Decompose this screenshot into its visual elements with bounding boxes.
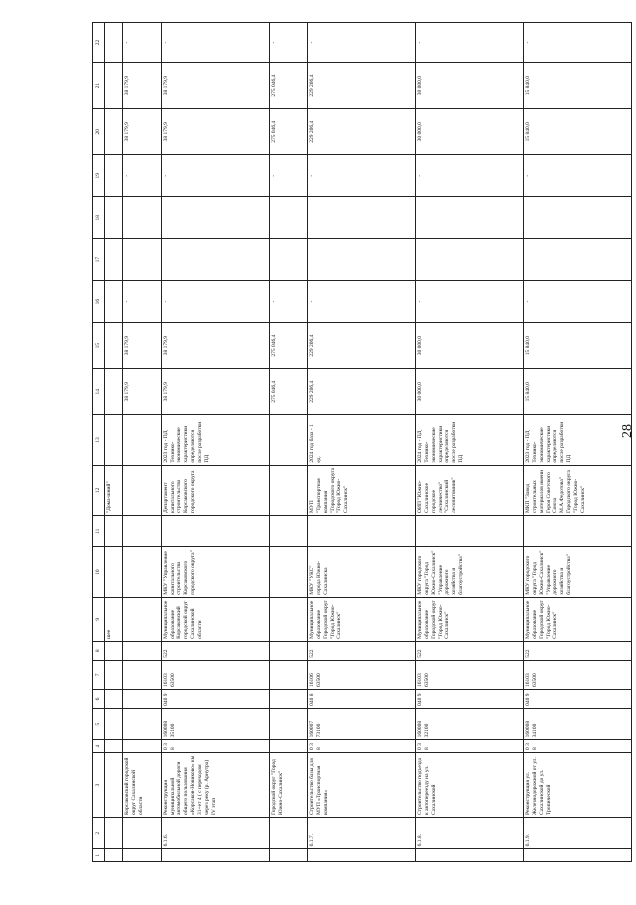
cell-c1 [523, 849, 631, 862]
cell-c21: 30 000,0 [415, 63, 523, 109]
cell-c20: 275 046,4 [269, 109, 307, 155]
cell-c14: 38 179,9 [161, 369, 269, 415]
cell-c10: МКУ городского округа "Город Южно-Сахалинск" "Управление дорожного хозяйства и благоустройства" [415, 547, 523, 597]
cell-c13: 2024 год база - 1 ед. [307, 415, 415, 465]
col-number: 17 [93, 239, 105, 281]
cell-c8: 522 [523, 641, 631, 660]
cell-c1 [415, 849, 523, 862]
cell-c5 [123, 708, 161, 739]
cell-c12: Департамент капитального строительства Корсаковского городского округа [161, 465, 269, 515]
cell [105, 547, 123, 597]
col-number: 8 [93, 641, 105, 660]
col-number: 14 [93, 369, 105, 415]
cell-c16: - [415, 281, 523, 323]
cell-c1 [161, 849, 269, 862]
cell-c13: 2023 год - ПД Технико-экономические характеристики определяются после разработки ПД [523, 415, 631, 465]
col-number: 12 [93, 465, 105, 515]
cell-c1 [269, 849, 307, 862]
cell-c4: 0 3 8 [161, 740, 269, 753]
cell: "Дома-шний" [105, 465, 123, 515]
cell-c3: Строительство базы для МУП «Транспортная компания» [307, 752, 415, 817]
cell-c11 [269, 515, 307, 546]
cell-c17 [123, 239, 161, 281]
cell-c5: 160007 73100 [307, 708, 415, 739]
cell-c10 [123, 547, 161, 597]
cell-c2 [269, 817, 307, 848]
cell-c9: Муниципальное образование Корсаковский городской округ Сахалинской области [161, 597, 269, 641]
cell-c19: - [269, 155, 307, 197]
cell-c2: 6.1.7. [307, 817, 415, 848]
cell-c6 [123, 690, 161, 709]
col-number: 4 [93, 740, 105, 753]
cell-c2: 6.1.8. [415, 817, 523, 848]
group-row [269, 23, 307, 862]
cell-c6: 040 9 [161, 690, 269, 709]
cell-c9: Муниципальное образование Городской округ "Город Южно-Сахалинск" [523, 597, 631, 641]
col-number: 15 [93, 323, 105, 369]
cell-c5 [269, 708, 307, 739]
cell-c18 [161, 197, 269, 239]
cell-c17 [161, 239, 269, 281]
cell [105, 740, 123, 753]
cell-c19: - [415, 155, 523, 197]
table-row [415, 23, 523, 862]
cell-c18 [123, 197, 161, 239]
cell-c14: 229 206,4 [307, 369, 415, 415]
cell-c10: МКУ городского округа "Город Южно-Сахалинск" "Управление дорожного хозяйства и благоустройства" [523, 547, 631, 597]
cell-c19: - [523, 155, 631, 197]
col-number: 7 [93, 660, 105, 689]
cell-c11 [123, 515, 161, 546]
cell-c16: - [161, 281, 269, 323]
cell-c19: - [307, 155, 415, 197]
cell-c15: 38 179,9 [123, 323, 161, 369]
cell-c12: МУП "Транспортная компания "Городского округа "Город Южно-Сахалинск" [307, 465, 415, 515]
cell-c9 [123, 597, 161, 641]
cell-c13: 2023 год - ПД Технико-экономические характеристики определяются после разработки ПД [161, 415, 269, 465]
cell [105, 63, 123, 109]
cell-c11 [415, 515, 523, 546]
cell [105, 369, 123, 415]
col-number: 19 [93, 155, 105, 197]
cell-c10 [269, 547, 307, 597]
cell-c10: МКУ "УКС" города Южно-Сахалинска [307, 547, 415, 597]
col-number: 16 [93, 281, 105, 323]
cell-c21: 275 046,4 [269, 63, 307, 109]
col-number: 20 [93, 109, 105, 155]
cell-c7: 16103 63500 [161, 660, 269, 689]
cell-c7 [269, 660, 307, 689]
cell-c12: ОИП "Южно-Сахалинское городское лесничество" "Сахалинский лесопитомник" [415, 465, 523, 515]
cell-c16: - [269, 281, 307, 323]
cell-c6 [269, 690, 307, 709]
cell-c20: 15 840,0 [523, 109, 631, 155]
cell-c5: 160008 34100 [523, 708, 631, 739]
cell-c3: Реконструкция ул. Железнодорожной от ул. Сахалинской до ул. Тропической [523, 752, 631, 817]
cell-c10: МКУ "Управление капитального строительства Корсаковского городского округа" [161, 547, 269, 597]
cell-c4: 0 3 8 [307, 740, 415, 753]
cell-c5: 160008 35100 [161, 708, 269, 739]
cell-c20: 38 179,9 [161, 109, 269, 155]
cell-c15: 38 179,9 [161, 323, 269, 369]
cell-c4 [269, 740, 307, 753]
cell-c19: - [161, 155, 269, 197]
col-number: 5 [93, 708, 105, 739]
cell-c18 [415, 197, 523, 239]
cell-c3: Городской округ "Город Южно-Сахалинск" [269, 752, 307, 817]
cell [105, 515, 123, 546]
cell-c16: - [123, 281, 161, 323]
cell-c22: - [523, 23, 631, 63]
cell-c15: 15 840,0 [523, 323, 631, 369]
col-number: 2 [93, 817, 105, 848]
cell-c4: 0 3 8 [523, 740, 631, 753]
cell-c22: - [161, 23, 269, 63]
col-number: 6 [93, 690, 105, 709]
table-row [523, 23, 631, 862]
cell-c6: 040 8 [307, 690, 415, 709]
cell-c16: - [307, 281, 415, 323]
cell-c15: 229 206,4 [307, 323, 415, 369]
cell [105, 239, 123, 281]
group-row [123, 23, 161, 862]
cell-c17 [269, 239, 307, 281]
cell: шее [105, 597, 123, 641]
col-number: 1 [93, 849, 105, 862]
cell [105, 849, 123, 862]
budget-table [92, 22, 632, 862]
table-body [123, 23, 632, 862]
cell-c3: Реконструкция муниципальной автомобильной дороги общего пользования «Корсаков-Новиково» км 31+ет 4 ( с переходом через реку (р. Арнутра) IV этап [161, 752, 269, 817]
cell [105, 109, 123, 155]
cell [105, 415, 123, 465]
col-number: 9 [93, 597, 105, 641]
cell-c18 [269, 197, 307, 239]
column-number-row [93, 23, 105, 862]
cell-c2: 6.1.9. [523, 817, 631, 848]
cell-c13 [269, 415, 307, 465]
cell [105, 281, 123, 323]
cell-c3: Корсаковский городской округ Сахалинской области [123, 752, 161, 817]
cell-c11 [523, 515, 631, 546]
cell-c12: МКП "Завод строительных материалов имени Героя Советского Союза М.А.Федотова" Городского округа "Город Южно-Сахалинск" [523, 465, 631, 515]
col-number: 3 [93, 752, 105, 817]
col-number: 11 [93, 515, 105, 546]
cell-c7 [123, 660, 161, 689]
cell-c20: 229 206,4 [307, 109, 415, 155]
cell-c8 [269, 641, 307, 660]
col-number: 13 [93, 415, 105, 465]
cell [105, 660, 123, 689]
cell-c19: - [123, 155, 161, 197]
cell-c2: 6.1.6. [161, 817, 269, 848]
cell-c15: 275 046,4 [269, 323, 307, 369]
col-number: 10 [93, 547, 105, 597]
cell [105, 752, 123, 817]
cell-c4 [123, 740, 161, 753]
cell-c7: 16103 63500 [523, 660, 631, 689]
cell-c22: - [123, 23, 161, 63]
cell-c6: 040 9 [523, 690, 631, 709]
cell-c22: - [269, 23, 307, 63]
cell-c9: Муниципальное образование Городской округ "Город Южно-Сахалинск" [307, 597, 415, 641]
cell-c21: 38 179,9 [161, 63, 269, 109]
cell-c8: 522 [307, 641, 415, 660]
cell-c9: Муниципальное образование Городской округ "Город Южно-Сахалинск" [415, 597, 523, 641]
cell-c6: 040 9 [415, 690, 523, 709]
table-row [307, 23, 415, 862]
col-number: 22 [93, 23, 105, 63]
cell [105, 23, 123, 63]
cell-c14: 15 840,0 [523, 369, 631, 415]
col-number: 21 [93, 63, 105, 109]
cell [105, 708, 123, 739]
cell-c8: 522 [415, 641, 523, 660]
cell-c12 [269, 465, 307, 515]
cell-c15: 30 000,0 [415, 323, 523, 369]
cell-c16: - [523, 281, 631, 323]
cell-c1 [123, 849, 161, 862]
cell-c4: 0 3 8 [415, 740, 523, 753]
cell [105, 817, 123, 848]
cell-c22: - [415, 23, 523, 63]
cell-c5: 160008 32100 [415, 708, 523, 739]
cell-c20: 30 000,0 [415, 109, 523, 155]
table-row [161, 23, 269, 862]
cell-c11 [307, 515, 415, 546]
rotated-table-container [92, 22, 632, 862]
cell-c17 [415, 239, 523, 281]
cell-c17 [307, 239, 415, 281]
cell [105, 197, 123, 239]
cell-c7: 16103 63500 [415, 660, 523, 689]
cell-c21: 229 206,4 [307, 63, 415, 109]
cell [105, 323, 123, 369]
cell [105, 690, 123, 709]
cell [105, 155, 123, 197]
cell-c21: 15 840,0 [523, 63, 631, 109]
page-number: 28 [620, 424, 635, 438]
cell-c11 [161, 515, 269, 546]
cell-c13: 2024 год - ПД Технико-экономические характеристики определяются после разработки ПД [415, 415, 523, 465]
cell-c8 [123, 641, 161, 660]
cell-c14: 38 179,9 [123, 369, 161, 415]
cell-c13 [123, 415, 161, 465]
cell-c17 [523, 239, 631, 281]
cell-c7: 16106 63500 [307, 660, 415, 689]
cell-c1 [307, 849, 415, 862]
cell-c14: 275 046,4 [269, 369, 307, 415]
cell-c8: 522 [161, 641, 269, 660]
continuation-row [105, 23, 123, 862]
cell-c21: 38 179,9 [123, 63, 161, 109]
cell-c14: 30 000,0 [415, 369, 523, 415]
cell-c9 [269, 597, 307, 641]
cell-c18 [523, 197, 631, 239]
cell-c22: - [307, 23, 415, 63]
cell [105, 641, 123, 660]
cell-c3: Строительство подъезда к автопереезду на ул. Сахалинской [415, 752, 523, 817]
cell-c12 [123, 465, 161, 515]
cell-c20: 38 179,9 [123, 109, 161, 155]
col-number: 18 [93, 197, 105, 239]
cell-c18 [307, 197, 415, 239]
cell-c2 [123, 817, 161, 848]
